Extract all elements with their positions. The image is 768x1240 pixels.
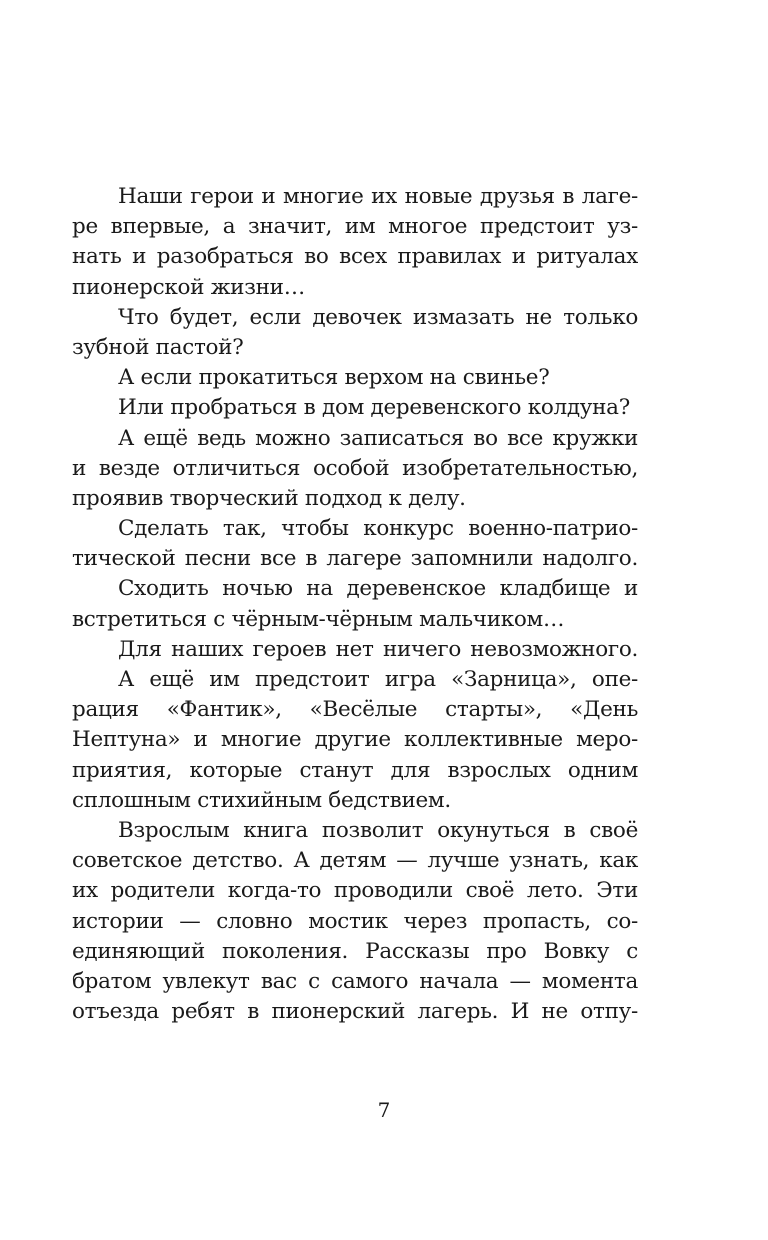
text-line: приятия, которые станут для взрослых одним xyxy=(72,757,638,783)
text-line: Что будет, если девочек измазать не только xyxy=(118,304,638,330)
text-line: тической песни все в лагере запомнили надолго. xyxy=(72,546,638,572)
text-line: рация «Фантик», «Весёлые старты», «День xyxy=(72,697,638,723)
text-line: Сделать так, чтобы конкурс военно-патрио- xyxy=(118,516,638,542)
text-line: проявив творческий подход к делу. xyxy=(72,485,466,511)
text-line: братом увлекут вас с самого начала — момента xyxy=(72,968,638,994)
text-line: встретиться с чёрным-чёрным мальчиком… xyxy=(72,606,565,632)
text-line: истории — словно мостик через пропасть, со- xyxy=(72,908,638,934)
text-line: Сходить ночью на деревенское кладбище и xyxy=(118,576,638,602)
text-line: сплошным стихийным бедствием. xyxy=(72,787,451,813)
text-line: Нептуна» и многие другие коллективные меро- xyxy=(72,727,638,753)
text-line: Для наших героев нет ничего невозможного. xyxy=(118,636,638,662)
text-line: отъезда ребят в пионерский лагерь. И не отпу- xyxy=(72,999,638,1025)
text-line: А ещё им предстоит игра «Зарница», опе- xyxy=(118,667,638,692)
text-line: Или пробраться в дом деревенского колдуна? xyxy=(118,395,630,421)
text-line: и везде отличиться особой изобретательностью, xyxy=(72,455,638,481)
text-line: их родители когда-то проводили своё лето. Эти xyxy=(72,878,638,904)
page-number: 7 xyxy=(377,1098,391,1122)
text-line: А ещё ведь можно записаться во все кружки xyxy=(118,425,638,451)
text-line: единяющий поколения. Рассказы про Вовку с xyxy=(72,938,638,964)
text-line: советское детство. А детям — лучше узнать, как xyxy=(72,848,638,874)
body-text xyxy=(72,182,638,1027)
text-line: Взрослым книга позволит окунуться в своё xyxy=(118,817,638,843)
text-line: пионерской жизни… xyxy=(72,274,305,300)
text-line: ре впервые, а значит, им многое предстоит уз- xyxy=(72,214,638,240)
text-line: нать и разобраться во всех правилах и ритуалах xyxy=(72,244,638,270)
text-line: зубной пастой? xyxy=(72,334,244,360)
text-line: А если прокатиться верхом на свинье? xyxy=(118,365,550,391)
text-line: Наши герои и многие их новые друзья в лаге- xyxy=(118,184,638,209)
